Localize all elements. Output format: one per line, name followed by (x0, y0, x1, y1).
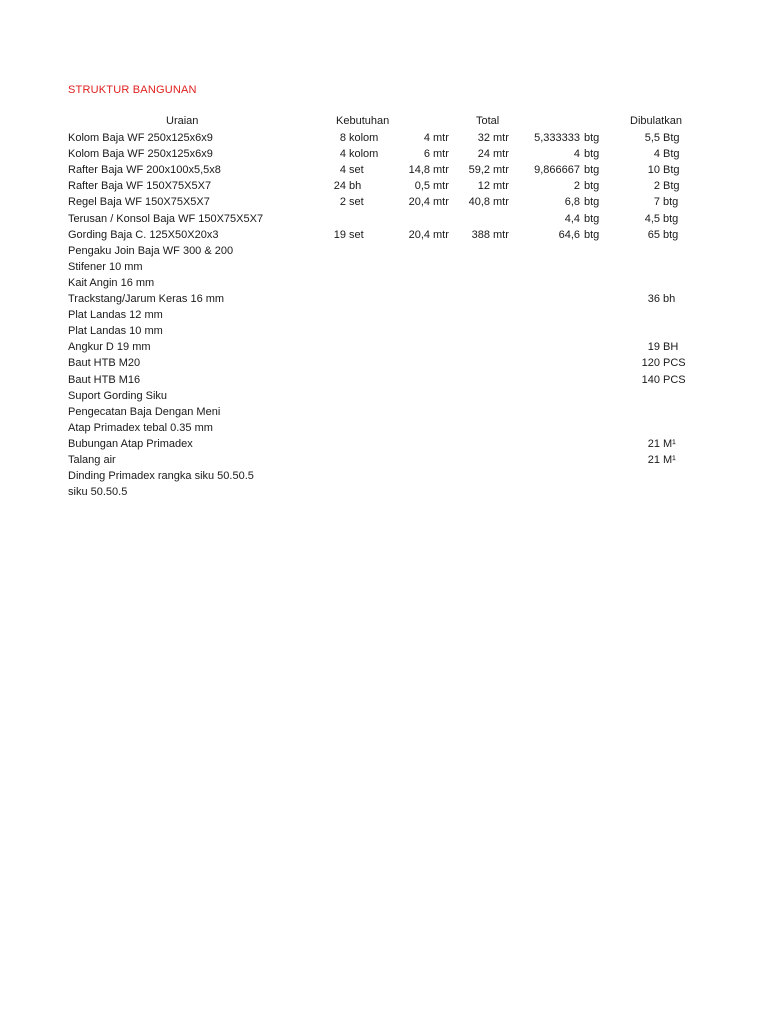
table-row (0, 211, 768, 227)
cell-rounded-unit: Btg (663, 164, 680, 177)
cell-qty-unit: set (349, 196, 364, 209)
table-row (0, 259, 768, 275)
table-row (0, 162, 768, 178)
cell-len-unit: mtr (433, 228, 449, 241)
cell-btg-unit: btg (584, 228, 600, 241)
cell-total-unit: mtr (493, 180, 509, 193)
table-row (0, 178, 768, 194)
cell-qty: 19 (333, 228, 346, 241)
cell-rounded: 19 (647, 341, 660, 354)
cell-rounded-unit: btg (663, 196, 679, 209)
cell-total-unit: mtr (493, 196, 509, 209)
cell-rounded: 4,5 (644, 212, 660, 225)
cell-rounded-unit: M¹ (663, 437, 676, 450)
cell-len: 6 (423, 148, 430, 161)
table-row (0, 388, 768, 404)
table-row (0, 468, 768, 484)
cell-rounded-unit: Btg (663, 180, 680, 193)
cell-name: Atap Primadex tebal 0.35 mm (68, 421, 213, 434)
cell-btg-unit: btg (584, 180, 600, 193)
cell-btg: 9,866667 (534, 164, 580, 177)
cell-btg: 4,4 (564, 212, 580, 225)
cell-qty-unit: set (349, 164, 364, 177)
cell-rounded: 21 (647, 454, 660, 466)
cell-total: 40,8 (468, 196, 490, 209)
cell-name: Baut HTB M20 (68, 357, 141, 370)
cell-name: Dinding Primadex rangka siku 50.50.5 (68, 470, 254, 483)
table-row (0, 146, 768, 162)
cell-rounded-unit: M¹ (663, 454, 676, 466)
cell-btg: 4 (573, 148, 580, 161)
table-row (0, 372, 768, 388)
cell-rounded: 65 (647, 228, 660, 241)
table-row (0, 227, 768, 243)
table-row (0, 484, 768, 500)
cell-rounded-unit: Btg (663, 148, 680, 161)
table-row (0, 339, 768, 355)
cell-btg-unit: btg (584, 132, 600, 144)
cell-rounded-unit: btg (663, 228, 679, 241)
cell-len-unit: mtr (433, 180, 449, 193)
cell-rounded: 10 (647, 164, 660, 177)
cell-qty-unit: kolom (349, 148, 379, 161)
table-row (0, 275, 768, 291)
cell-rounded: 5,5 (644, 132, 660, 144)
cell-name: Suport Gording Siku (68, 389, 168, 402)
cell-btg-unit: btg (584, 164, 600, 177)
header-dibulatkan: Dibulatkan (630, 115, 682, 127)
cell-rounded: 36 (647, 293, 660, 305)
table-row (0, 307, 768, 323)
table-row (0, 420, 768, 436)
table-row (0, 194, 768, 210)
table-row (0, 404, 768, 420)
table-row (0, 452, 768, 468)
cell-rounded: 7 (653, 196, 660, 209)
cell-rounded-unit: btg (663, 212, 679, 225)
cell-rounded-unit: bh (663, 293, 676, 305)
cell-len: 20,4 (408, 228, 430, 241)
cell-total: 32 (477, 132, 490, 144)
cell-len-unit: mtr (433, 148, 449, 161)
cell-name: Kolom Baja WF 250x125x6x9 (68, 148, 213, 161)
cell-name: Talang air (68, 454, 116, 466)
table-row (0, 243, 768, 259)
table-row (0, 355, 768, 371)
cell-btg: 5,333333 (534, 132, 580, 144)
table-row (0, 323, 768, 339)
cell-rounded: 21 (647, 437, 660, 450)
cell-rounded-unit: PCS (663, 357, 686, 370)
table-row (0, 130, 768, 146)
header-kebutuhan: Kebutuhan (336, 115, 390, 127)
cell-len: 0,5 (414, 180, 430, 193)
cell-name: Baut HTB M16 (68, 373, 141, 386)
cell-qty: 8 (339, 132, 346, 144)
cell-len-unit: mtr (433, 132, 449, 144)
cell-total-unit: mtr (493, 132, 509, 144)
cell-name: Rafter Baja WF 200x100x5,5x8 (68, 164, 221, 177)
cell-name: Plat Landas 12 mm (68, 309, 163, 322)
cell-total: 59,2 (468, 164, 490, 177)
cell-name: Gording Baja C. 125X50X20x3 (68, 228, 219, 241)
header-total: Total (476, 115, 500, 127)
cell-name: Pengecatan Baja Dengan Meni (68, 405, 221, 418)
cell-name: Kait Angin 16 mm (68, 276, 155, 289)
cell-len: 14,8 (408, 164, 430, 177)
cell-len: 4 (423, 132, 430, 144)
cell-len: 20,4 (408, 196, 430, 209)
table-row (0, 291, 768, 307)
cell-total-unit: mtr (493, 164, 509, 177)
cell-rounded: 4 (653, 148, 660, 161)
cell-total: 12 (477, 180, 490, 193)
page-title: STRUKTUR BANGUNAN (68, 84, 197, 96)
cell-qty: 4 (339, 148, 346, 161)
cell-total-unit: mtr (493, 228, 509, 241)
cell-total: 388 (471, 228, 490, 241)
cell-btg-unit: btg (584, 196, 600, 209)
cell-rounded: 2 (653, 180, 660, 193)
cell-total: 24 (477, 148, 490, 161)
cell-btg-unit: btg (584, 212, 600, 225)
cell-total-unit: mtr (493, 148, 509, 161)
cell-name: siku 50.50.5 (68, 486, 128, 499)
cell-qty: 24 (333, 180, 346, 193)
cell-name: Angkur D 19 mm (68, 341, 151, 354)
cell-rounded-unit: Btg (663, 132, 680, 144)
cell-btg: 2 (573, 180, 580, 193)
cell-qty-unit: bh (349, 180, 362, 193)
cell-name: Regel Baja WF 150X75X5X7 (68, 196, 210, 209)
cell-rounded-unit: PCS (663, 373, 686, 386)
cell-rounded: 140 (641, 373, 660, 386)
table-row (0, 436, 768, 452)
cell-btg: 64,6 (558, 228, 580, 241)
header-uraian: Uraian (166, 115, 199, 127)
cell-name: Kolom Baja WF 250x125x6x9 (68, 132, 213, 144)
cell-name: Plat Landas 10 mm (68, 325, 163, 338)
cell-qty-unit: set (349, 228, 364, 241)
cell-name: Stifener 10 mm (68, 260, 143, 273)
cell-name: Terusan / Konsol Baja WF 150X75X5X7 (68, 212, 264, 225)
cell-name: Rafter Baja WF 150X75X5X7 (68, 180, 212, 193)
cell-len-unit: mtr (433, 164, 449, 177)
cell-qty: 2 (339, 196, 346, 209)
cell-name: Bubungan Atap Primadex (68, 437, 193, 450)
cell-name: Pengaku Join Baja WF 300 & 200 (68, 244, 234, 257)
cell-len-unit: mtr (433, 196, 449, 209)
cell-btg-unit: btg (584, 148, 600, 161)
cell-btg: 6,8 (564, 196, 580, 209)
cell-rounded: 120 (641, 357, 660, 370)
cell-name: Trackstang/Jarum Keras 16 mm (68, 293, 225, 305)
cell-rounded-unit: BH (663, 341, 679, 354)
cell-qty-unit: kolom (349, 132, 379, 144)
cell-qty: 4 (339, 164, 346, 177)
